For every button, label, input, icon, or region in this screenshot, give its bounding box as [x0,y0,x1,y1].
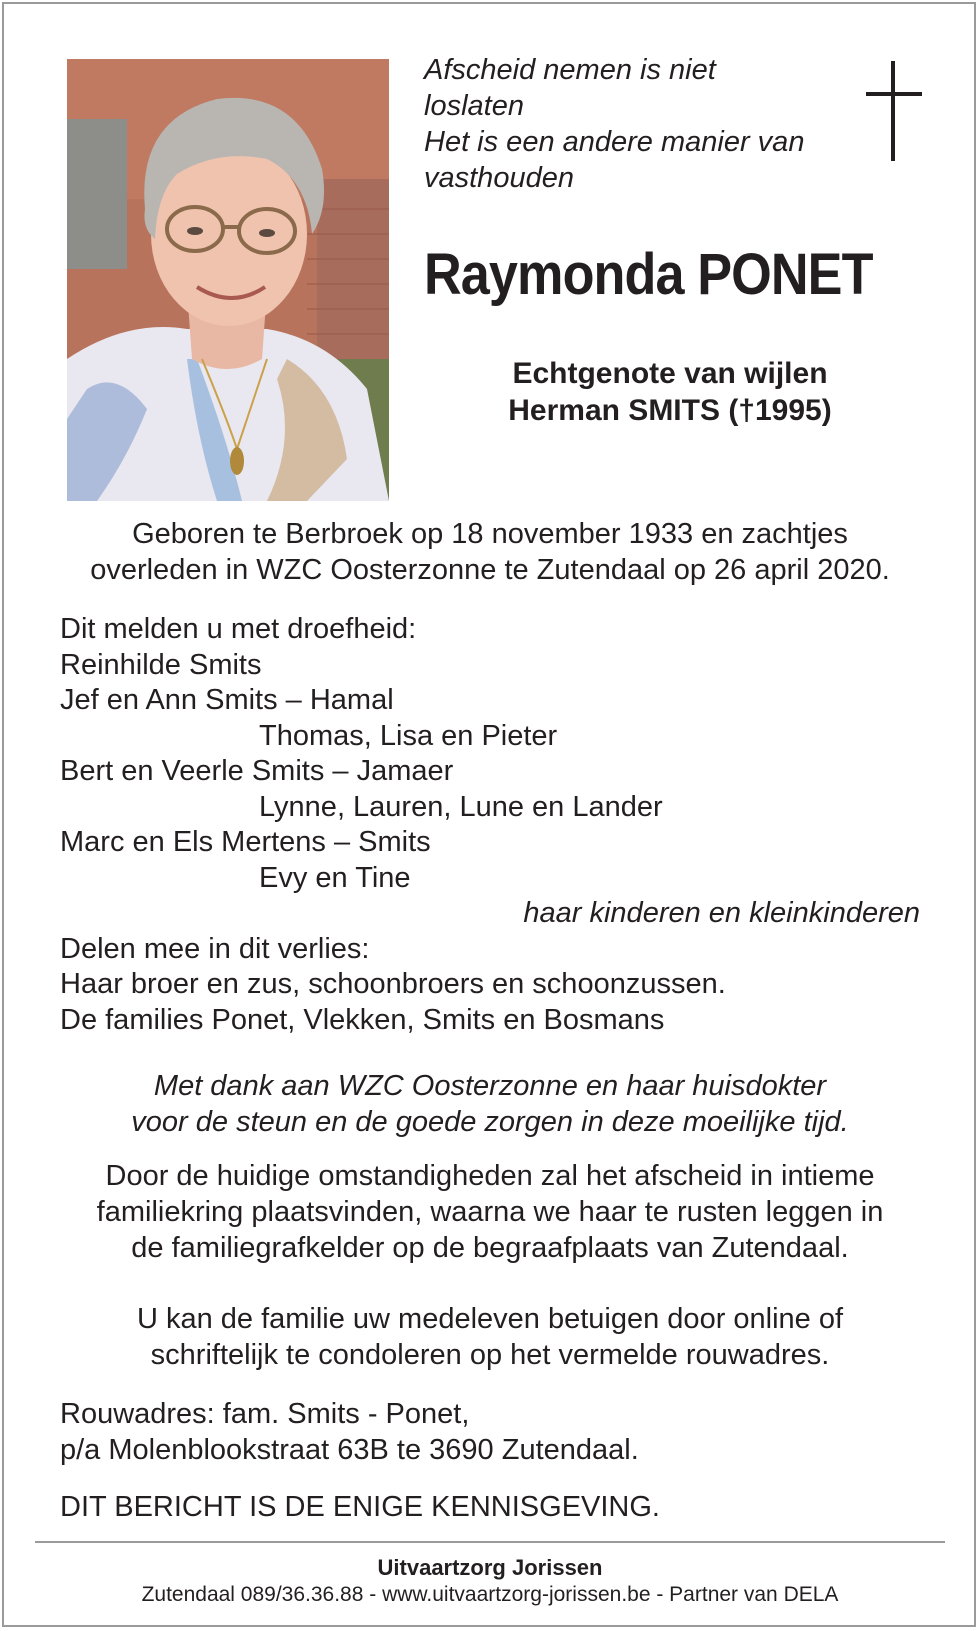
funeral-home-contact: Zutendaal 089/36.36.88 - www.uitvaartzorg-jorissen.be - Partner van DELA [141,1583,839,1606]
portrait-photo [67,59,389,501]
cross-icon [866,61,922,161]
family-signature: haar kinderen en kleinkinderen [523,897,920,929]
birth-line: overleden in WZC Oosterzonne te Zutendaal op 26 april 2020. [90,554,890,586]
birth-death-info [40,516,940,588]
address-line: p/a Molenblookstraat 63B te 3690 Zutendaal. [60,1434,639,1466]
sole-notice: DIT BERICHT IS DE ENIGE KENNISGEVING. [60,1491,660,1523]
ceremony-info [40,1158,940,1266]
portrait-illustration [67,59,389,501]
address-line: Rouwadres: fam. Smits - Ponet, [60,1398,470,1430]
condolence-line: U kan de familie uw medeleven betuigen door online of [136,1303,844,1335]
condolence-line: schriftelijk te condoleren op het vermelde rouwadres. [150,1339,830,1371]
grandchildren: Lynne, Lauren, Lune en Lander [259,790,663,823]
footer-divider [35,1541,945,1543]
birth-line: Geboren te Berbroek op 18 november 1933 en zachtjes [132,518,848,550]
family-list [60,612,920,1038]
thanks-line: voor de steun en de goede zorgen in deze moeilijke tijd. [131,1106,849,1138]
family-member: Jef en Ann Smits – Hamal [60,684,394,716]
family-member: Bert en Veerle Smits – Jamaer [60,755,454,787]
share-intro: Delen mee in dit verlies: [60,932,370,965]
condolence-info [40,1301,940,1373]
grandchildren: Evy en Tine [259,861,411,894]
thanks-line: Met dank aan WZC Oosterzonne en haar huisdokter [153,1070,827,1102]
share-line: De families Ponet, Vlekken, Smits en Bosmans [60,1003,665,1036]
funeral-home-name: Uitvaartzorg Jorissen [377,1555,603,1580]
ceremony-line: familiekring plaatsvinden, waarna we haar te rusten leggen in [96,1196,884,1228]
poem-line: Het is een andere manier van [424,126,805,158]
family-member: Reinhilde Smits [60,648,262,681]
poem-line: vasthouden [424,162,574,194]
family-member: Marc en Els Mertens – Smits [60,826,431,858]
spouse-line: Herman SMITS (†1995) [508,394,832,427]
poem-line: Afscheid nemen is niet [424,54,716,86]
spouse-info [430,355,910,429]
deceased-name: Raymonda PONET [424,242,873,307]
thanks-note [40,1068,940,1140]
grandchildren: Thomas, Lisa en Pieter [259,719,558,752]
poem-line: loslaten [424,90,524,122]
mourning-address [60,1396,920,1468]
spouse-line: Echtgenote van wijlen [512,357,828,390]
family-intro: Dit melden u met droefheid: [60,613,417,645]
ceremony-line: de familiegrafkelder op de begraafplaats van Zutendaal. [131,1232,849,1264]
poem [424,52,844,196]
share-line: Haar broer en zus, schoonbroers en schoonzussen. [60,968,726,1000]
ceremony-line: Door de huidige omstandigheden zal het afscheid in intieme [105,1160,875,1192]
